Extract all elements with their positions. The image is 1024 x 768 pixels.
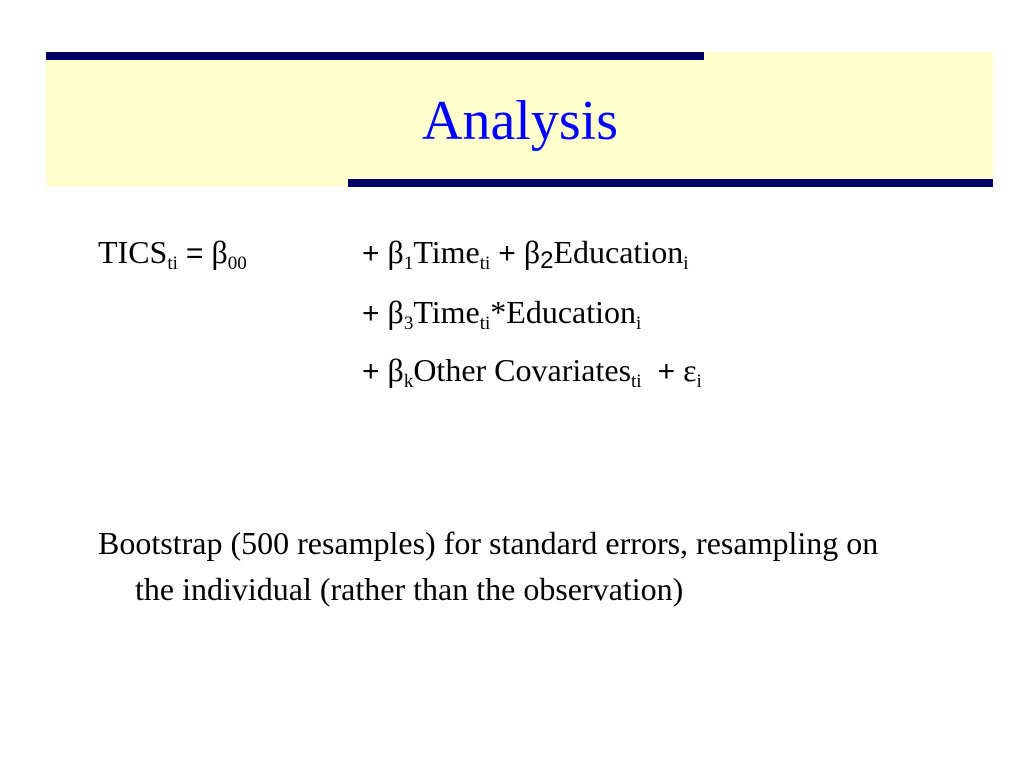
title-rule-bottom (348, 179, 993, 187)
equation-line-1 (362, 234, 688, 272)
beta-3-symbol: β (387, 294, 404, 330)
title-rule-top (46, 52, 704, 60)
beta-00-symbol: β (211, 234, 228, 270)
tics-subscript: ti (167, 253, 178, 274)
plus-sign: + (657, 355, 676, 388)
beta-1-subscript: 1 (403, 253, 414, 274)
education-subscript: i (683, 253, 689, 274)
beta-3-subscript: 3 (403, 313, 414, 334)
time-subscript: ti (479, 253, 491, 274)
slide-title: Analysis (422, 90, 618, 152)
beta-k-subscript: k (403, 371, 414, 392)
plus-sign: + (362, 355, 380, 388)
beta-00-subscript: 00 (227, 253, 247, 274)
bootstrap-paragraph: Bootstrap (500 resamples) for standard errors, resampling on the individual (rather than the observation) (98, 525, 879, 607)
tics-variable: TICS (98, 234, 168, 270)
time-term: Time (413, 234, 480, 270)
covariates-term: Other Covariates (413, 352, 632, 388)
education-subscript: i (636, 313, 642, 334)
plus-sign: + (498, 237, 516, 270)
equation-line-3 (362, 352, 702, 390)
beta-2-symbol: β (523, 234, 541, 270)
education-term: Education (553, 234, 684, 270)
epsilon-symbol: ε (683, 352, 697, 388)
time-subscript: ti (479, 313, 491, 334)
time-term: Time (413, 294, 480, 330)
plus-sign: + (362, 237, 380, 270)
beta-1-symbol: β (387, 234, 404, 270)
epsilon-subscript: i (696, 371, 702, 392)
interaction-education-term: *Education (490, 294, 637, 330)
equation-lhs (98, 234, 247, 272)
beta-k-symbol: β (387, 352, 404, 388)
covariates-subscript: ti (631, 371, 642, 392)
plus-sign: + (362, 297, 380, 330)
equation-line-2 (362, 294, 641, 332)
equals-sign: = (185, 237, 204, 270)
beta-2-subscript: 2 (540, 247, 554, 274)
